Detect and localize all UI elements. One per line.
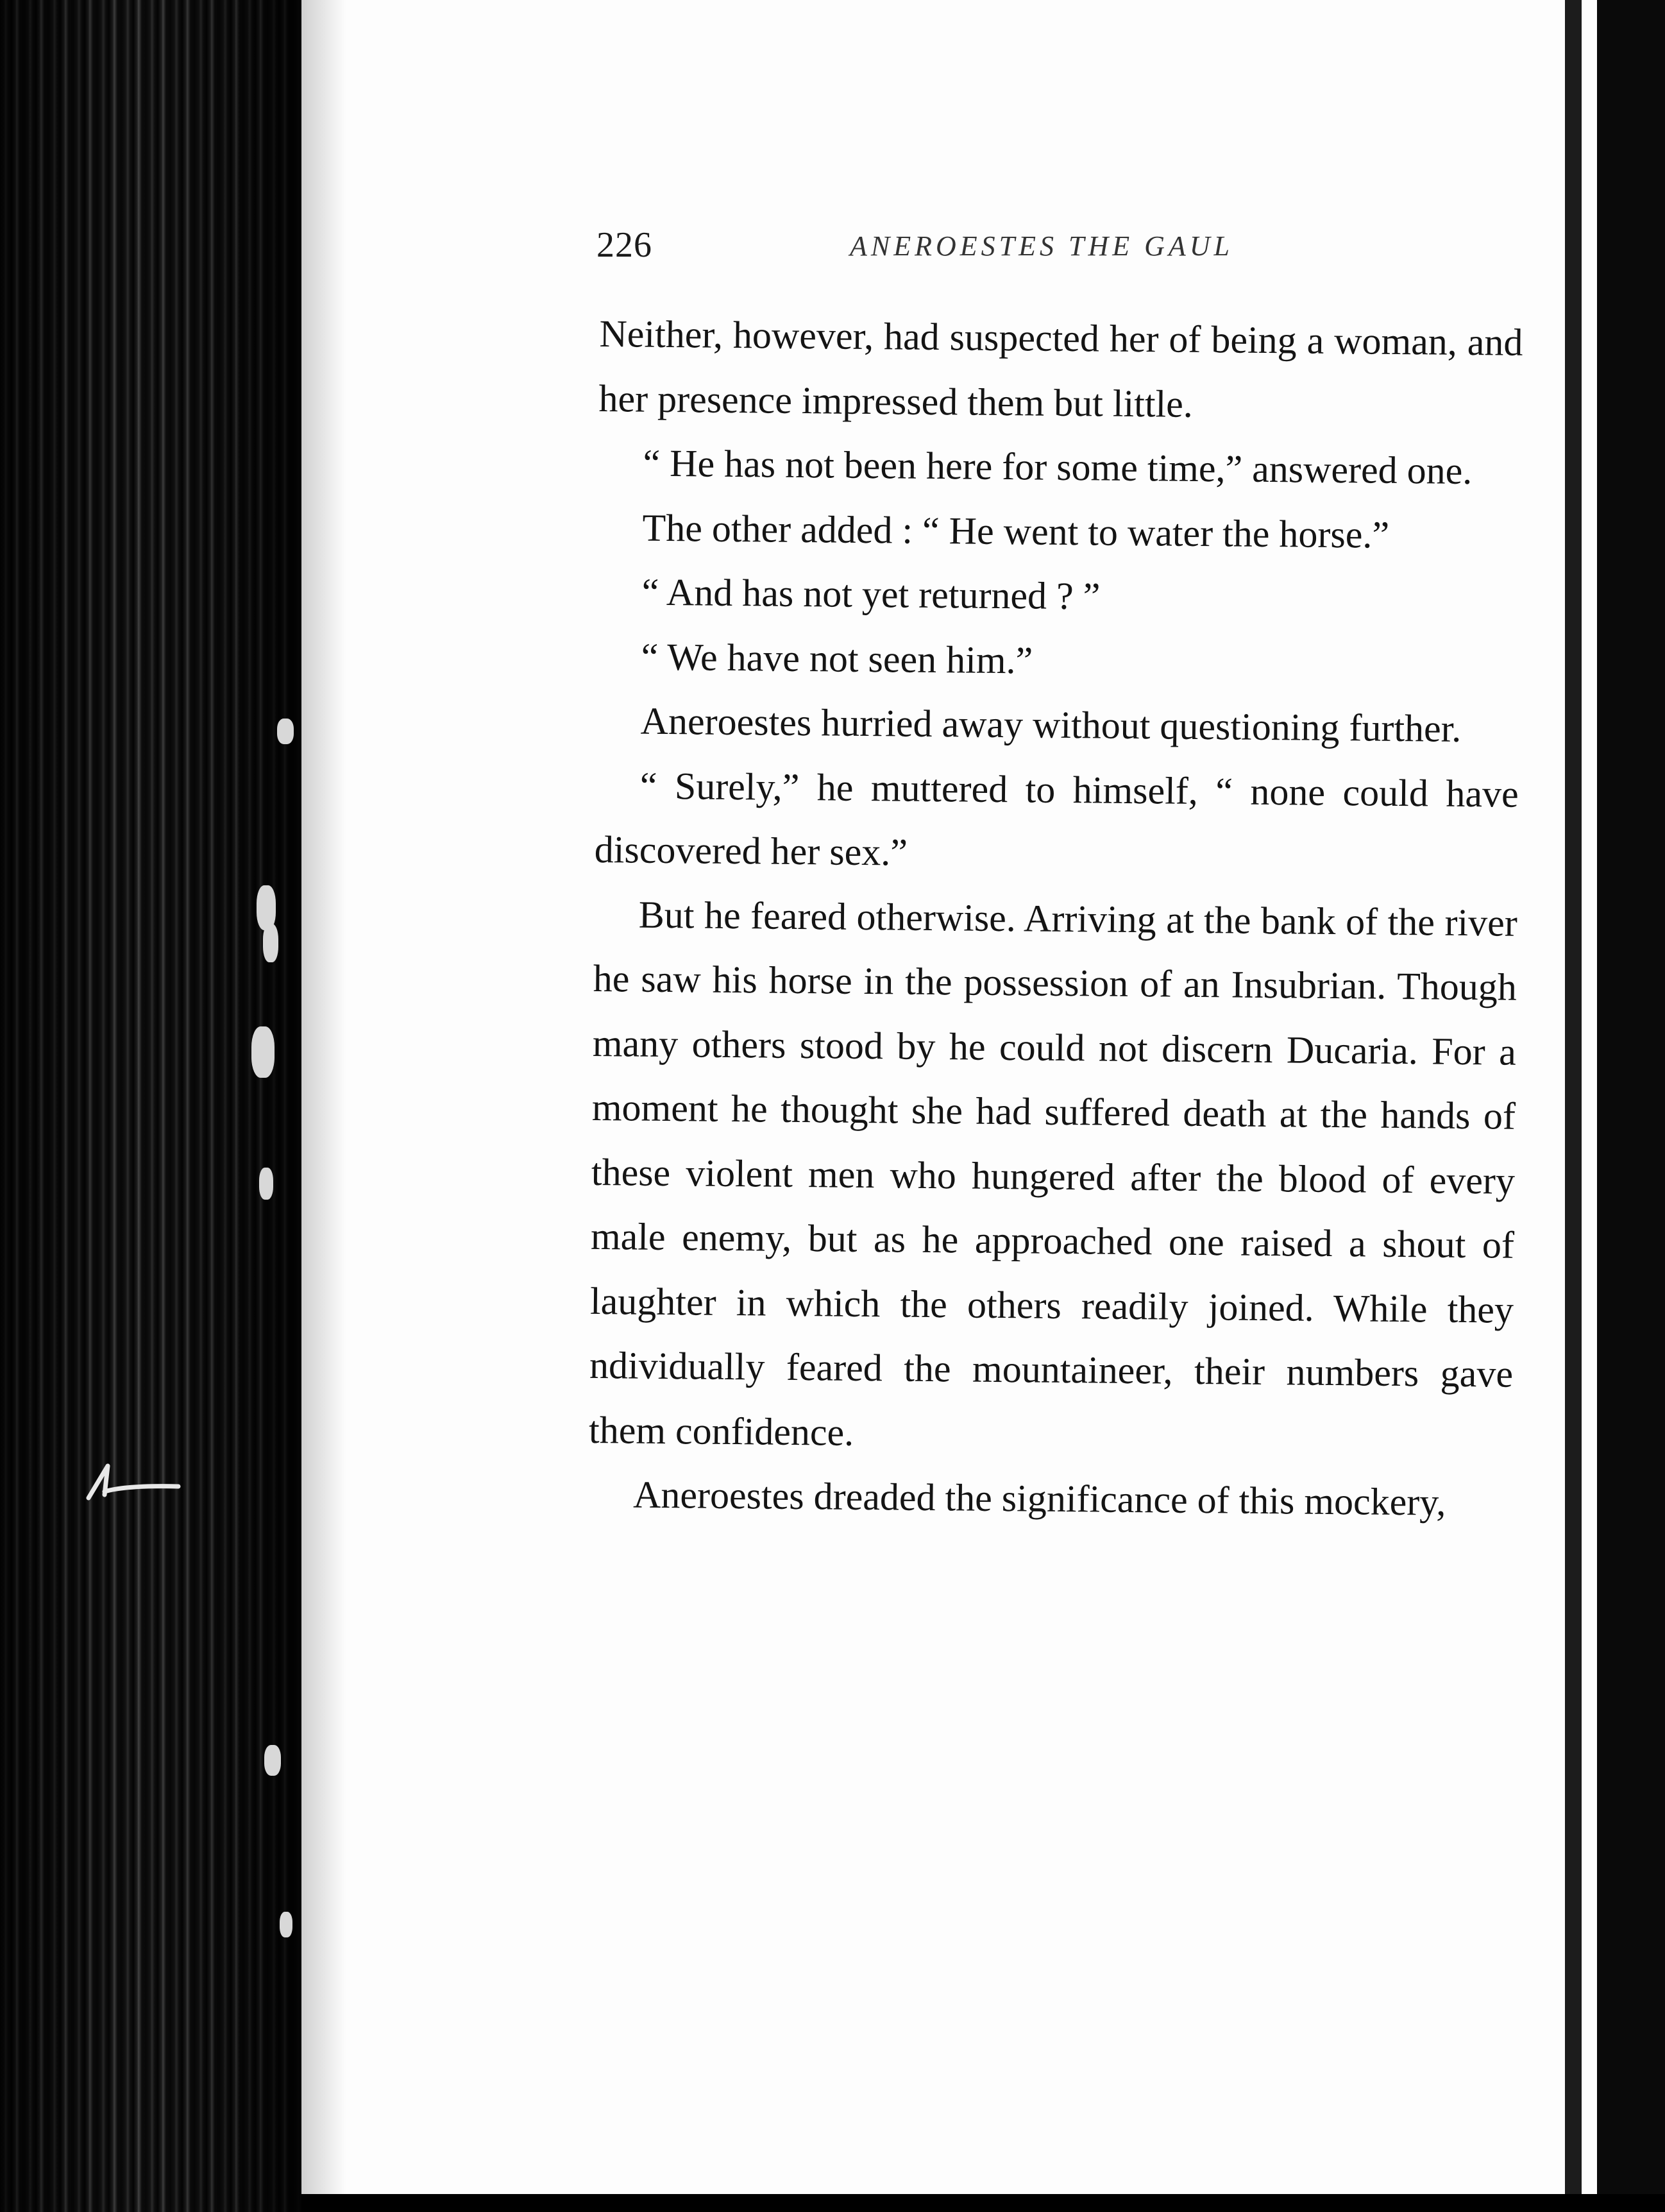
page-number: 226 <box>596 225 652 265</box>
edge-wear-spot <box>251 1026 275 1078</box>
body-text <box>588 302 1523 1535</box>
gutter-shadow <box>301 0 346 2194</box>
paragraph: Aneroestes dreaded the significance of this mockery, <box>632 1473 1446 1524</box>
paragraph: The other added : “ He went to water the horse.” <box>642 506 1390 556</box>
paragraph: “ We have not seen him.” <box>641 635 1033 682</box>
paragraph: “ Surely,” he muttered to himself, “ none could have discovered her sex.” <box>594 764 1519 874</box>
book-edge-shading <box>0 0 301 2212</box>
edge-wear-spot <box>264 1745 281 1776</box>
paragraph: Aneroestes hurried away without questioning further. <box>640 699 1462 750</box>
edge-wear-spot <box>277 719 294 744</box>
paragraph: “ And has not yet returned ? ” <box>641 570 1101 618</box>
handwritten-mark <box>82 1447 185 1504</box>
running-head: ANEROESTES THE GAUL <box>850 230 1233 262</box>
scan-border-line <box>1565 0 1582 2212</box>
edge-wear-spot <box>259 1168 273 1200</box>
paragraph: Neither, however, had suspected her of being a woman, and her presence impressed them but little. <box>598 312 1523 425</box>
edge-wear-spot <box>280 1912 292 1937</box>
page-header <box>596 225 1597 276</box>
scan-border-right <box>1597 0 1665 2212</box>
paragraph: “ He has not been here for some time,” answered one. <box>643 441 1473 493</box>
scan-border-bottom <box>301 2194 1665 2212</box>
paragraph: But he feared otherwise. Arriving at the bank of the river he saw his horse in the possession of an Insubrian. Though many others stood by he could not discern Ducaria. For a moment he thought she had suffered death at the hands of these violent men who hungered after the blood of every male enemy, but as he approached one raised a shout of laughter in which the others readily joined. While they ndividually feared the mountaineer, their numbers gave them confidence. <box>588 893 1518 1454</box>
edge-wear-spot <box>263 924 278 962</box>
